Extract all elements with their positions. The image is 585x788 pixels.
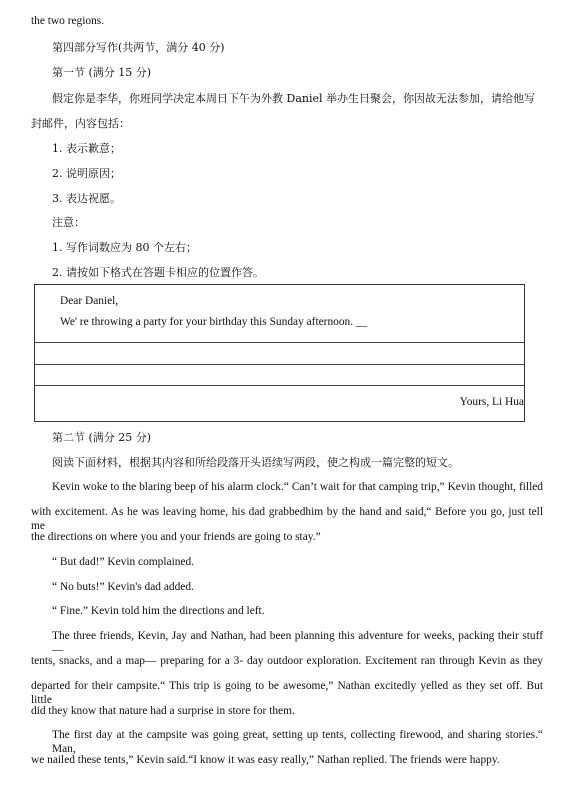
note-item: 1. 写作词数应为 80 个左右； [52, 241, 197, 254]
note-heading: 注意： [52, 216, 85, 229]
subsection-heading-2: 第二节 (满分 25 分) [52, 431, 152, 444]
story-line: did they know that nature had a surprise in store for them. [31, 705, 295, 717]
requirement-item: 1. 表示歉意； [52, 142, 121, 155]
story-line: The first day at the campsite was going great, setting up tents, collecting firewood, and sharing stories.“ Man, [52, 729, 543, 755]
task-prompt-line: 封邮件，内容包括： [31, 117, 130, 130]
story-line: “ But dad!” Kevin complained. [52, 556, 195, 568]
story-line: “ No buts!” Kevin's dad added. [52, 581, 194, 593]
story-line: with excitement. As he was leaving home, his dad grabbedhim by the hand and said,“ Before you go, just tell me [31, 506, 543, 532]
requirement-item: 3. 表达祝愿。 [52, 192, 121, 205]
story-line: the directions on where you and your friends are going to stay.” [31, 531, 321, 543]
story-line: “ Fine.” Kevin told him the directions and left. [52, 605, 265, 617]
section-heading-writing: 第四部分写作(共两节，满分 40 分) [52, 41, 225, 54]
answer-line [35, 364, 524, 365]
answer-line [35, 385, 524, 386]
task-prompt-line: 假定你是李华，你班同学决定本周日下午为外教 Daniel 举办生日聚会，你因故无法参加，请给他写 [52, 92, 535, 105]
letter-answer-box [34, 284, 525, 422]
letter-first-line: We' re throwing a party for your birthday this Sunday afternoon. __ [60, 316, 368, 328]
letter-greeting: Dear Daniel, [60, 295, 119, 307]
story-line: we nailed these tents,” Kevin said.“I know it was easy really,” Nathan replied. The friends were happy. [31, 754, 500, 766]
text-line: the two regions. [31, 15, 105, 27]
story-line: departed for their campsite.“ This trip is going to be awesome,” Nathan excitedly yelled as they set off. But little [31, 680, 543, 706]
answer-line [35, 342, 524, 343]
story-line: tents, snacks, and a map— preparing for a 3- day outdoor exploration. Excitement ran through Kevin as they [31, 655, 543, 667]
letter-closing: Yours, Li Hua [459, 396, 524, 408]
subsection-heading-1: 第一节 (满分 15 分) [52, 66, 152, 79]
requirement-item: 2. 说明原因； [52, 167, 121, 180]
note-item: 2. 请按如下格式在答题卡相应的位置作答。 [52, 266, 264, 279]
story-line: Kevin woke to the blaring beep of his alarm clock.“ Can’t wait for that camping trip,” Kevin thought, filled [52, 481, 543, 493]
story-line: The three friends, Kevin, Jay and Nathan, had been planning this adventure for weeks, packing their stuff— [52, 630, 543, 656]
instruction-line: 阅读下面材料，根据其内容和所给段落开头语续写两段，使之构成一篇完整的短文。 [52, 456, 459, 469]
